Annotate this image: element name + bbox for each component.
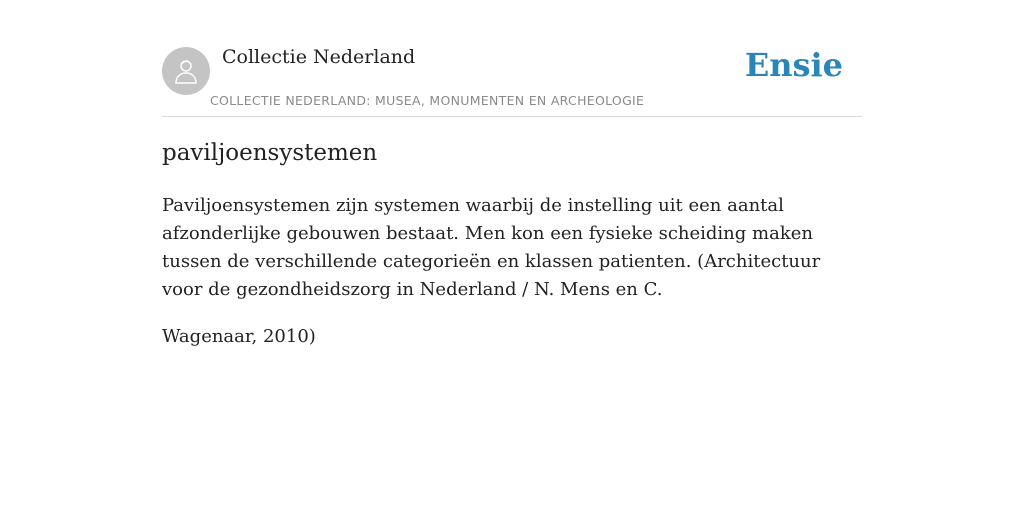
ensie-logo[interactable]: Ensie bbox=[744, 46, 843, 84]
entry-body bbox=[162, 192, 862, 370]
entry-paragraph: Paviljoensystemen zijn systemen waarbij de instelling uit een aantal afzonderlijke gebouwen bestaat. Men kon een fysieke scheiding maken tussen de verschillende categorieën en klassen patienten. (Architectuur voor de gezondheidszorg in Nederland / N. Mens en C. bbox=[162, 195, 821, 300]
user-icon bbox=[172, 57, 200, 85]
entry-header bbox=[162, 0, 862, 117]
author-name[interactable]: Collectie Nederland bbox=[222, 46, 416, 68]
source-subtitle[interactable]: COLLECTIE NEDERLAND: MUSEA, MONUMENTEN EN ARCHEOLOGIE bbox=[210, 93, 645, 108]
entry-title: paviljoensystemen bbox=[162, 140, 378, 166]
entry-paragraph: Wagenaar, 2010) bbox=[162, 326, 316, 347]
avatar[interactable] bbox=[162, 47, 210, 95]
entry-card bbox=[162, 0, 862, 347]
